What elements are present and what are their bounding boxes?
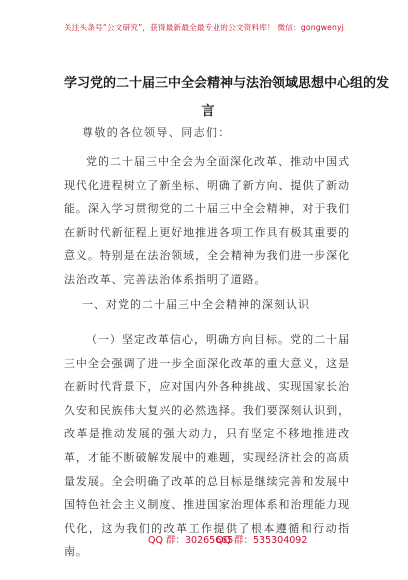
footer <box>0 532 408 548</box>
title-line-2: 言 <box>201 104 215 119</box>
header-promo-note: 关注头条号“公文研究”，获得最新最全最专业的公文资料库！ 微信：gongwenyj <box>63 23 345 32</box>
paragraph-section-1-1: （一）坚定改革信心，明确方向目标。党的二十届三中全会强调了进一步全面深化改革的重大意义，这是在新时代背景下，应对国内外各种挑战、实现国家长治久安和民族伟大复兴的必然选择。我们要深刻认识到，改革是推动发展的强大动力，只有坚定不移地推进改革，才能不断破解发展中的难题，实现经济社会的高质量发展。全会明确了改革的总目标是继续完善和发展中国特色社会主义制度、推进国家治理体系和治理能力现代化，这为我们的改革工作提供了根本遵循和行动指南。 <box>64 333 350 559</box>
footer-qq-group-1: QQ 群：30265665 <box>148 535 234 546</box>
document-title <box>64 70 390 126</box>
salutation: 尊敬的各位领导、同志们： <box>82 126 231 139</box>
paragraph-intro: 党的二十届三中全会为全面深化改革、推动中国式现代化进程树立了新坐标、明确了新方向、提供了新动能。深入学习贯彻党的二十届三中全会精神，对于我们在新时代新征程上更好地推进各项工作具有极其重要的意义。特别是在法治领域，全会精神为我们进一步深化法治改革、完善法治体系指明了道路。 <box>64 155 350 286</box>
footer-qq-group-2: QQ 群：535304092 <box>216 535 308 546</box>
title-line-1: 学习党的二十届三中全会精神与法治领域思想中心组的发 <box>64 76 390 91</box>
section-heading-1: 一、对党的二十届三中全会精神的深刻认识 <box>82 298 310 311</box>
